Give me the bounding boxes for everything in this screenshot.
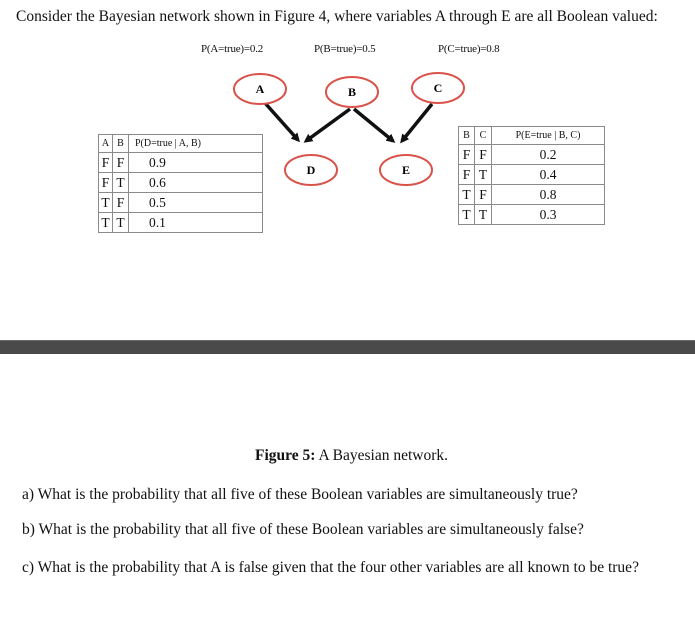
figure-caption-label: Figure 5: <box>255 447 316 464</box>
table-cell: F <box>459 145 475 165</box>
table-cell: F <box>113 193 129 213</box>
table-cell: T <box>459 185 475 205</box>
table-cell: T <box>475 205 492 225</box>
table-cell: 0.6 <box>129 173 263 193</box>
node-e <box>380 155 432 185</box>
cpt-d-header-p: P(D=true | A, B) <box>129 135 263 153</box>
prior-a: P(A=true)=0.2 <box>201 43 264 55</box>
cpt-d-header-a: A <box>99 135 113 153</box>
page-divider-bar <box>0 340 695 354</box>
edge-b-e <box>354 109 393 141</box>
table-cell: 0.2 <box>492 145 605 165</box>
node-d <box>285 155 337 185</box>
figure-caption-text: A Bayesian network. <box>318 447 449 464</box>
svg-text:D: D <box>306 163 316 177</box>
edge-a-d <box>265 103 298 140</box>
cpt-d-header-b: B <box>113 135 129 153</box>
cpt-e-table <box>458 126 605 225</box>
table-row <box>459 145 605 165</box>
cpt-e-header-b: B <box>459 127 475 145</box>
table-row <box>459 165 605 185</box>
prior-c: P(C=true)=0.8 <box>438 43 500 55</box>
table-cell: T <box>113 213 129 233</box>
node-c <box>412 73 464 103</box>
table-cell: 0.5 <box>129 193 263 213</box>
node-b <box>326 77 378 107</box>
table-cell: 0.9 <box>129 153 263 173</box>
table-cell: 0.1 <box>129 213 263 233</box>
svg-text:C: C <box>433 81 443 95</box>
svg-text:A: A <box>255 82 265 96</box>
intro-text: Consider the Bayesian network shown in Figure 4, where variables A through E are all Boolean valued: <box>16 8 658 25</box>
table-cell: F <box>99 173 113 193</box>
table-cell: 0.8 <box>492 185 605 205</box>
question-c: c) What is the probability that A is false given that the four other variables are all known to be true? <box>22 559 639 576</box>
table-row <box>99 173 263 193</box>
cpt-e-header-p: P(E=true | B, C) <box>492 127 605 145</box>
prior-b: P(B=true)=0.5 <box>314 43 376 55</box>
table-cell: F <box>459 165 475 185</box>
edge-c-e <box>402 104 432 141</box>
table-row <box>99 193 263 213</box>
table-cell: F <box>475 145 492 165</box>
table-cell: F <box>475 185 492 205</box>
svg-text:B: B <box>347 85 357 99</box>
svg-text:E: E <box>401 163 411 177</box>
edge-b-d <box>306 109 350 141</box>
table-cell: 0.3 <box>492 205 605 225</box>
table-cell: F <box>99 153 113 173</box>
cpt-e-header-c: C <box>475 127 492 145</box>
table-cell: T <box>475 165 492 185</box>
table-row <box>459 185 605 205</box>
table-cell: 0.4 <box>492 165 605 185</box>
table-cell: T <box>99 213 113 233</box>
table-cell: F <box>113 153 129 173</box>
question-a: a) What is the probability that all five of these Boolean variables are simultaneously true? <box>22 486 578 503</box>
table-cell: T <box>113 173 129 193</box>
node-a <box>234 74 286 104</box>
figure-caption <box>255 447 448 465</box>
table-cell: T <box>459 205 475 225</box>
table-row <box>99 153 263 173</box>
table-cell: T <box>99 193 113 213</box>
table-row <box>459 205 605 225</box>
cpt-e-header-row <box>459 127 605 145</box>
cpt-d-header-row <box>99 135 263 153</box>
cpt-d-table <box>98 134 263 233</box>
question-b: b) What is the probability that all five of these Boolean variables are simultaneously false? <box>22 521 584 538</box>
table-row <box>99 213 263 233</box>
